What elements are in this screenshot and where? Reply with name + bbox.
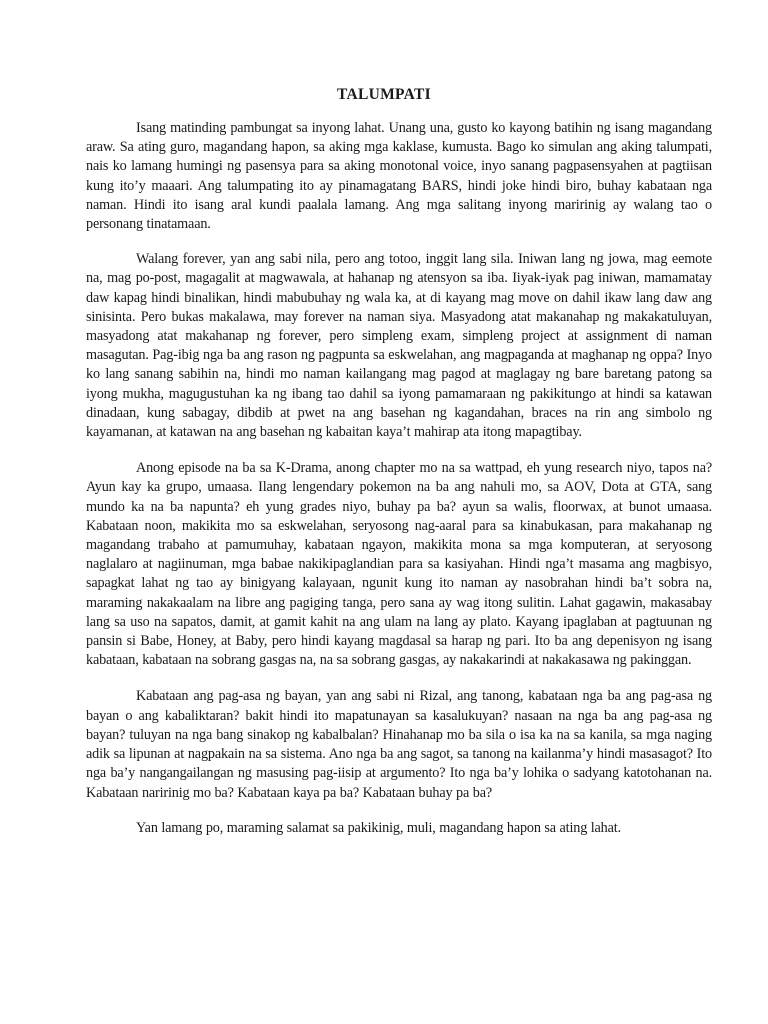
paragraph-closing: Yan lamang po, maraming salamat sa pakikinig, muli, magandang hapon sa ating lahat. [136,819,621,836]
paragraph-pag-asa: Kabataan ang pag-asa ng bayan, yan ang sabi ni Rizal, ang tanong, kabataan nga ba ang pag-asa ng bayan o ang kabaliktaran? bakit hindi ito mapatunayan sa kasalukuyan? nasaan na nga ba ang pag-asa ng bayan? tuluyan na nga bang sinakop ng kabalbalan? Hinahanap mo ba sila o isa ka na sa kanila, sa mga naging adik sa lipunan at nagpakain na sa sistema. Ano nga ba ang sagot, sa tanong na kailanma’y hindi masasagot? Ito nga ba’y nangangailangan ng masusing pag-iisip at argumento? Ito nga ba’y lohika o sadyang katotohanan na. Kabataan naririnig mo ba? Kabataan kaya pa ba? Kabataan buhay pa ba? [86,688,712,801]
document-body [86,119,712,854]
paragraph-intro: Isang matinding pambungat sa inyong lahat. Unang una, gusto ko kayong batihin ng isang magandang araw. Sa ating guro, magandang hapon, sa aking mga kaklase, kumusta. Bago ko simulan ang aking talumpati, nais ko lamang humingi ng pasensya para sa aking monotonal voice, inyo sanang pagpasensyahen at pagtiisan kung ito’y maaari. Ang talumpating ito ay pinamagatang BARS, hindi joke hindi biro, buhay kabataan nga naman. Hindi ito isang aral kundi paalala lamang. Ang mga salitang inyong maririnig ay walang tao o personang tinatamaan. [86,120,712,233]
document-title: TALUMPATI [337,86,431,103]
paragraph-kdrama: Anong episode na ba sa K-Drama, anong chapter mo na sa wattpad, eh yung research niyo, tapos na? Ayun kay ka grupo, umaasa. Ilang lengendary pokemon na ba ang nahuli mo, sa AOV, Dota at GTA, sang mundo ka na ba napunta? eh yung grades niyo, buhay pa ba? ayun sa walis, floorwax, at bunot umaasa. Kabataan noon, makikita mo sa eskwelahan, seryosong nag-aaral para sa kinabukasan, para makahanap ng magandang trabaho at pamumuhay, kabataan ngayon, makikita mona sa mga komputeran, at seryosong naglalaro at nagiinuman, mga babae nakikipaglandian para sa kasiyahan. Hindi nga’t masama ang magbisyo, sapagkat lahat ng tao ay binigyang kalayaan, ngunit kung ito naman ay nasobrahan hindi ba’t sobra na, maraming nakakaalam na libre ang pagiging tanga, pero sana ay wag itong sulitin. Lahat gagawin, makasabay lang sa uso na sapatos, damit, at gamit kahit na ang ulam na lang ay plato. Kayang ipaglaban at pagtuunan ng pansin si Babe, Honey, at Baby, pero hindi kayang magdasal sa harap ng pari. Ito ba ang depenisyon ng isang kabataan, kabataan na sobrang gasgas na, na sa sobrang gasgas, ay nakakarindi at nakakasawa ng pakinggan. [86,460,712,669]
paragraph-forever: Walang forever, yan ang sabi nila, pero ang totoo, inggit lang sila. Iniwan lang ng jowa, mag eemote na, mag po-post, magagalit at magwawala, at hahanap ng atensyon sa iba. Iiyak-iyak pag iniwan, mamamatay daw kapag hindi binalikan, hindi mabubuhay ng wala ka, at di kayang mag move on dahil ikaw lang daw ang sinisinta. Pero bukas makalawa, may forever na naman siya. Masyadong atat makanahap ng makakatuluyan, masyadong atat makahanap ng forever, pero simpleng exam, simpleng project at assignment di naman masagutan. Pag-ibig nga ba ang rason ng pagpunta sa eskwelahan, ang magpaganda at maghanap ng oppa? Inyo ko lang sanang sabihin na, hindi mo naman kailangang mag pagod at maglagay ng bare baretang patong sa iyong mukha, magugustuhan ka ng ibang tao dahil sa iyong pamamaraan ng pakikitungo at hindi sa katawan dinadaan, kung sabagay, dibdib at pwet na ang basehan ng kagandahan, braces na rin ang simbolo ng kayamanan, at katawan na ang basehan ng kabaitan kaya’t mahirap ata itong mapagtibay. [86,251,712,441]
